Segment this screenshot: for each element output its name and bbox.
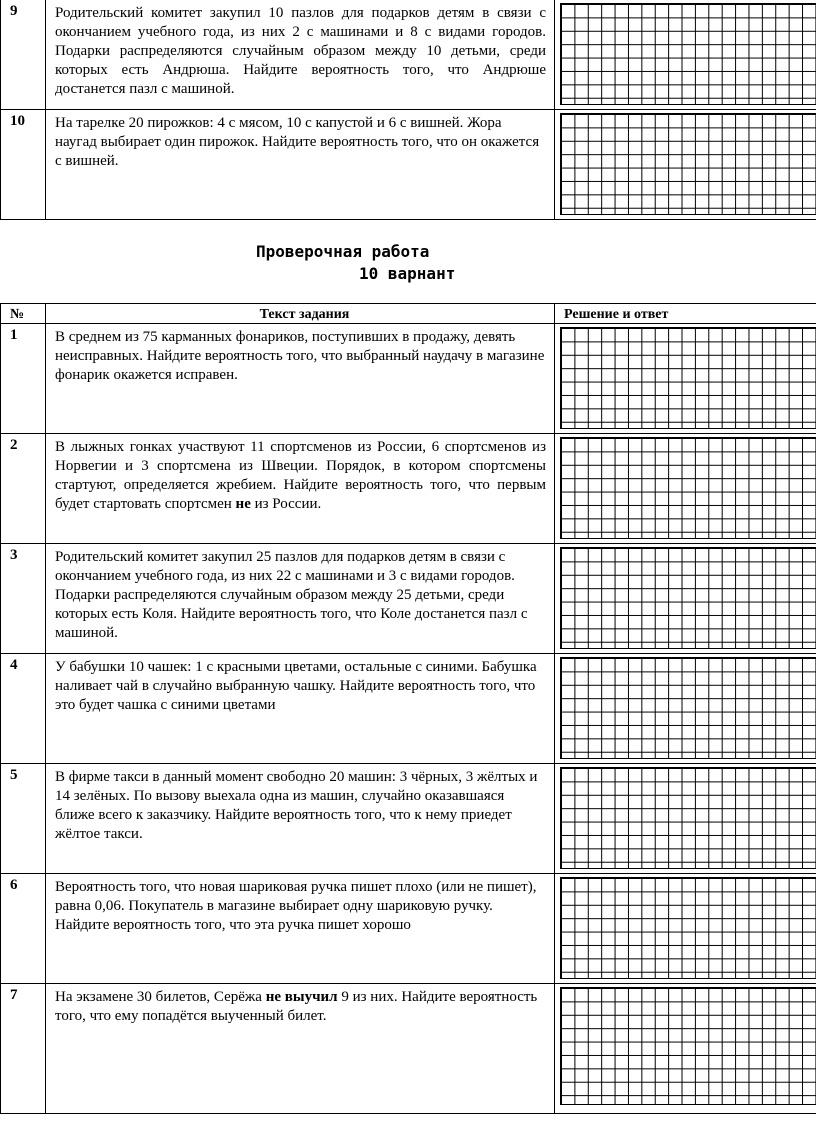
answer-grid-cell	[555, 544, 816, 654]
answer-grid-cell	[555, 764, 816, 874]
table-row	[1, 984, 816, 1114]
task-text: В фирме такси в данный момент свободно 20 машин: 3 чёрных, 3 жёлтых и 14 зелёных. По вызову выехала одна из машин, случайно оказавшаяся ближе всего к заказчику. Найдите вероятность того, что к нему приедет жёлтое такси.	[46, 764, 555, 874]
task-number: 5	[1, 764, 46, 874]
table-row	[1, 654, 816, 764]
answer-grid[interactable]	[560, 547, 816, 649]
answer-grid[interactable]	[560, 987, 816, 1105]
page-title: Проверочная работа	[256, 242, 430, 261]
task-text-part: На экзамене 30 билетов, Серёжа	[55, 989, 266, 1005]
answer-grid[interactable]	[560, 657, 816, 759]
answer-grid-cell	[555, 984, 816, 1114]
task-text: Родительский комитет закупил 25 пазлов для подарков детям в связи с окончанием учебного года, из них 22 с машинами и 3 с видами городов. Подарки распределяются случайным образом между 25 детьми, среди которых есть Коля. Найдите вероятность того, что Коле достанется пазл с машиной.	[46, 544, 555, 654]
task-text	[46, 984, 555, 1114]
task-text-bold: не выучил	[265, 989, 338, 1005]
task-number: 10	[1, 110, 46, 220]
answer-grid-cell	[555, 0, 816, 110]
answer-grid[interactable]	[560, 3, 816, 105]
task-text: Вероятность того, что новая шариковая ручка пишет плохо (или не пишет), равна 0,06. Покупатель в магазине выбирает одну шариковую ручку. Найдите вероятность того, что эта ручка пишет хорошо	[46, 874, 555, 984]
answer-grid[interactable]	[560, 437, 816, 539]
variant-title: 10 варнант	[359, 264, 456, 283]
table-row	[1, 764, 816, 874]
task-text-part: из России.	[250, 496, 322, 512]
task-text: В среднем из 75 карманных фонариков, поступивших в продажу, девять неисправных. Найдите вероятность того, что выбранный наудачу в магазине фонарик окажется исправен.	[46, 324, 555, 434]
task-text-part: 9 из них. Найдите вероятность того, что ему попадётся выученный билет.	[55, 989, 538, 1024]
task-text-bold: не	[235, 496, 251, 512]
answer-grid-cell	[555, 110, 816, 220]
task-number: 7	[1, 984, 46, 1114]
answer-grid-cell	[555, 654, 816, 764]
task-text: Родительский комитет закупил 10 пазлов для подарков детям в связи с окончанием учебного года, из них 2 с машинами и 8 с видами городов. Подарки распределяются случайным образом между 10 детьми, среди которых есть Андрюша. Найдите вероятность того, что Андрюше достанется пазл с машиной.	[46, 0, 555, 110]
table-header-row	[1, 304, 816, 324]
answer-grid[interactable]	[560, 327, 816, 429]
table-row	[1, 544, 816, 654]
table-row	[1, 324, 816, 434]
answer-grid[interactable]	[560, 767, 816, 869]
previous-variant-table	[0, 0, 816, 220]
task-number: 3	[1, 544, 46, 654]
answer-grid-cell	[555, 874, 816, 984]
task-number: 9	[1, 0, 46, 110]
answer-grid-cell	[555, 324, 816, 434]
answer-grid-cell	[555, 434, 816, 544]
answer-grid[interactable]	[560, 877, 816, 979]
table-row	[1, 110, 816, 220]
header-number: №	[1, 304, 46, 324]
task-text	[46, 434, 555, 544]
task-number: 6	[1, 874, 46, 984]
header-solution: Решение и ответ	[555, 304, 816, 324]
tasks-table	[0, 303, 816, 1114]
table-row	[1, 874, 816, 984]
header-task-text: Текст задания	[46, 304, 555, 324]
answer-grid[interactable]	[560, 113, 816, 215]
task-text: На тарелке 20 пирожков: 4 с мясом, 10 с капустой и 6 с вишней. Жора наугад выбирает один пирожок. Найдите вероятность того, что он окажется с вишней.	[46, 110, 555, 220]
task-text-part: В лыжных гонках участвуют 11 спортсменов из России, 6 спортсменов из Норвегии и 3 спортсмена из Швеции. Порядок, в котором спортсмены стартуют, определяется жребием. Найдите вероятность того, что первым будет стартовать спортсмен	[55, 439, 546, 512]
task-text: У бабушки 10 чашек: 1 с красными цветами, остальные с синими. Бабушка наливает чай в случайно выбранную чашку. Найдите вероятность того, что это будет чашка с синими цветами	[46, 654, 555, 764]
task-number: 4	[1, 654, 46, 764]
task-number: 2	[1, 434, 46, 544]
table-row	[1, 434, 816, 544]
task-number: 1	[1, 324, 46, 434]
table-row	[1, 0, 816, 110]
